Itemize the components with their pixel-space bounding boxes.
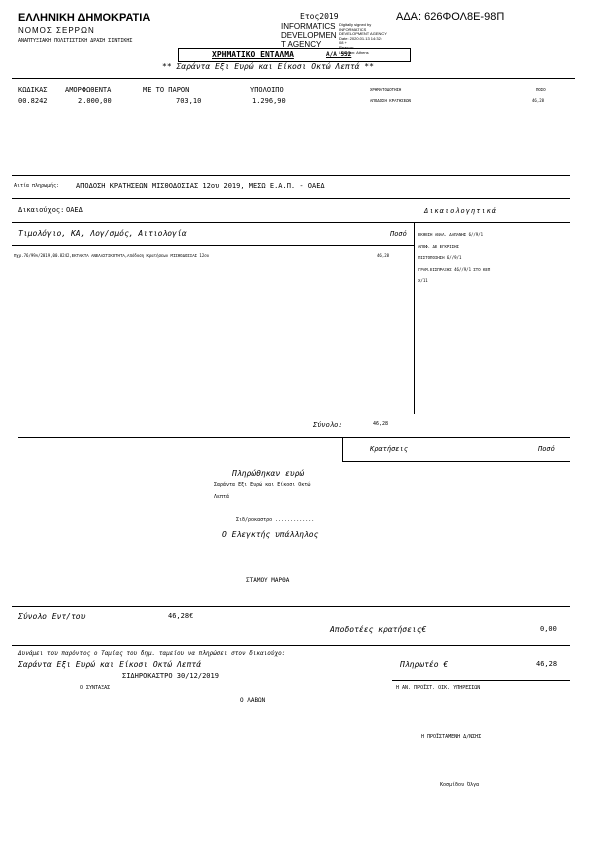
deductions-label: Κρατήσεις <box>370 445 408 453</box>
invoice-row-amount: 46,28 <box>377 253 390 258</box>
prefecture: ΝΟΜΟΣ ΣΕΡΡΩΝ <box>18 26 95 35</box>
payment-order: Δυνάμει του παρόντος ο Ταμίας του δημ. ταμείου να πληρώσει στον δικαιούχο: <box>18 650 286 657</box>
divider <box>12 606 570 607</box>
deductions-amount-header: Ποσό <box>538 445 555 453</box>
column-header: ΥΠΟΛΟΙΠΟ <box>250 86 284 94</box>
list-item: ΓΡΑΜ.ΕΙΣΠΡΑΞΗΣ 46//9/1 ΣΤΟ ΚΕΠ <box>418 266 491 272</box>
table-cell: 1.296,90 <box>252 97 286 105</box>
service-head-signature: Η ΑΝ. ΠΡΟΪΣΤ. ΟΙΚ. ΥΠΗΡΕΣΙΩΝ <box>396 685 481 691</box>
logo-text <box>281 22 337 49</box>
invoice-row-text: Πχρ.76/99Α/2019,00.8242,ΕΚΤΑΚΤΑ ΑΝΕΛΑΣΤΙΚΟΤΗΤΑ,Απόδοση Κρατήσεων ΜΙΣΘΟΔΟΣΙΑΣ 12ου <box>14 253 210 258</box>
invoice-total-label: Σύνολο: <box>313 421 343 429</box>
funding-amount-header: ΠΟΣΟ <box>536 87 546 92</box>
place-date: ΣΙΔΗΡΟΚΑΣΤΡΟ 30/12/2019 <box>122 672 219 680</box>
beneficiary-label: Δικαιούχος: <box>18 206 65 214</box>
divider <box>12 245 415 246</box>
signature-detail: INFORMATICS <box>339 26 367 32</box>
signature-detail: DEVELOPMENT AGENCY <box>339 31 387 37</box>
column-divider <box>414 222 415 414</box>
supporting-docs-list <box>418 229 490 287</box>
divider <box>18 437 570 438</box>
divider <box>12 198 570 199</box>
composer-signature: Ο ΣΥΝΤΑΞΑΣ <box>80 685 111 691</box>
divider <box>392 680 570 681</box>
divider <box>12 175 570 176</box>
column-header: ΚΩΔΙΚΑΣ <box>18 86 48 94</box>
table-cell: 2.000,00 <box>78 97 112 105</box>
table-cell: 703,10 <box>176 97 202 105</box>
total-value: 46,28€ <box>168 612 194 620</box>
invoice-header: Τιμολόγιο, ΚΑ, Λογ/σμός, Αιτιολογία <box>18 229 187 238</box>
list-item: ΠΙΣΤΟΠΟΙΗΣΗ 6//9/1 <box>418 255 462 260</box>
logo-line: DEVELOPMEN <box>281 31 337 40</box>
logo-line: T AGENCY <box>281 40 322 49</box>
total-label: Σύνολο Εντ/του <box>18 612 86 621</box>
divider <box>12 645 570 646</box>
list-item: Χ/11 <box>418 278 428 283</box>
list-item: ΕΚΘΕΣΗ ΑΝΑΛ. ΔΑΠΑΝΗΣ 6//9/1 <box>418 232 484 237</box>
funding-label: ΑΠΟΔΟΣΗ ΚΡΑΤΗΣΕΩΝ <box>370 98 411 103</box>
signature-detail: Reason: <box>339 44 354 50</box>
payable-value: 46,28 <box>536 660 558 668</box>
controller-name: ΣΤΑΜΟΥ ΜΑΡΘΑ <box>246 577 290 584</box>
director-signature: Η ΠΡΟΪΣΤΑΜΕΝΗ Δ/ΝΣΗΣ <box>421 734 482 740</box>
signature-detail: 08 + <box>339 40 347 46</box>
organization-name: ΑΝΑΠΤΥΞΙΑΚΗ ΠΟΛΙΤΙΣΤΙΚΗ ΔΡΑΣΗ ΣΙΝΤΙΚΗΣ <box>18 38 133 44</box>
signature-detail: Location: Athens <box>339 49 369 55</box>
divider <box>12 78 575 79</box>
payment-cause: ΑΠΟΔΟΣΗ ΚΡΑΤΗΣΕΩΝ ΜΙΣΘΟΔΟΣΙΑΣ 12ου 2019, ΜΕΣΩ Ε.Α.Π. - ΟΑΕΔ <box>76 182 325 190</box>
director-name: Κοσμίδου Όλγα <box>440 782 480 788</box>
supporting-docs-header: Δικαιολογητικά <box>424 207 498 215</box>
funding-header: ΧΡΗΜΑΤΟΔΟΤΗΣΗ <box>370 87 402 92</box>
paid-line: Πληρώθηκαν ευρώ <box>232 469 305 478</box>
receipt-amount-words: Σαράντα Εξι Ευρώ και Είκοσι Οκτώ <box>214 482 311 488</box>
controller-signature: Ο Ελεγκτής υπάλληλος <box>222 530 319 539</box>
deductions-total-label: Αποδοτέες κρατήσεις€ <box>330 625 427 634</box>
fiscal-year: Ετος2019 <box>300 12 339 21</box>
column-header: ΑΜΟΡΦΩΘΕΝΤΑ <box>65 86 112 94</box>
receipt-date-line: Σιδ/ροκαστρο ............. <box>236 517 315 523</box>
funding-amount: 46,28 <box>532 98 545 103</box>
republic-title: ΕΛΛΗΝΙΚΗ ΔΗΜΟΚΡΑΤΙΑ <box>18 12 151 24</box>
document-title: ΧΡΗΜΑΤΙΚΟ ΕΝΤΑΛΜΑ <box>212 50 294 59</box>
divider <box>342 461 570 462</box>
amount-in-words-header: ** Σαράντα Εξι Ευρώ και Είκοσι Οκτώ Λεπτά ** <box>162 62 374 71</box>
table-cell: 00.8242 <box>18 97 48 105</box>
receipt-amount-words: Λεπτά <box>214 494 230 500</box>
document-number: Α/Α 552 <box>326 51 352 58</box>
invoice-total-value: 46,28 <box>373 421 389 427</box>
column-header: ΜΕ ΤΟ ΠΑΡΟΝ <box>143 86 190 94</box>
invoice-amount-header: Ποσό <box>390 230 407 238</box>
ada-code: ΑΔΑ: 626ΦΟΛ8Ε-98Π <box>396 11 505 23</box>
divider <box>12 222 570 223</box>
column-divider <box>342 437 343 462</box>
footer-amount-words: Σαράντα Εξι Ευρώ και Είκοσι Οκτώ Λεπτά <box>18 660 202 669</box>
logo-line: INFORMATICS <box>281 22 336 31</box>
signature-detail: Digitally signed by <box>339 22 372 27</box>
payable-label: Πληρωτέο € <box>400 660 449 669</box>
signature-detail: Date: 2020.01.13 14:32: <box>339 35 382 41</box>
payment-cause-label: Αιτία πληρωμής: <box>14 183 60 189</box>
recipient-signature: Ο ΛΑΒΩΝ <box>240 697 266 704</box>
list-item: ΑΠΟΦ. ΔΕ ΕΓΚΡΙΣΗΣ <box>418 243 459 249</box>
deductions-total-value: 0,00 <box>540 625 557 633</box>
beneficiary: ΟΑΕΔ <box>66 206 83 214</box>
